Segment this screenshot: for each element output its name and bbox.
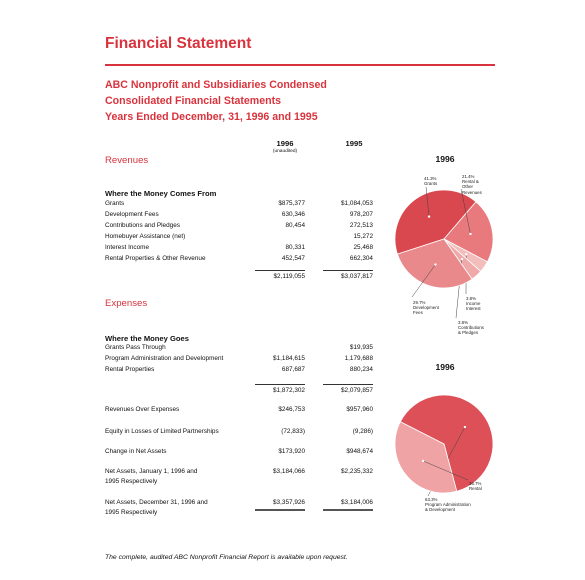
pie-slice-label: 63.3% Program Administration & Development bbox=[425, 497, 471, 513]
expense-row-1995: 880,234 bbox=[349, 366, 373, 373]
pie-slice-label: 21.4% Rental & Other Revenues bbox=[462, 174, 482, 195]
revenue-row-1995: 25,468 bbox=[353, 244, 373, 251]
revenue-row-1995: 978,207 bbox=[349, 211, 373, 218]
net-assets-dec-row-1995: $3,184,006 bbox=[323, 498, 373, 511]
revenue-row-label: Contributions and Pledges bbox=[105, 222, 180, 229]
revenue-row-label: Grants bbox=[105, 200, 125, 207]
revenues-total-1996: $2,119,055 bbox=[255, 270, 305, 282]
net-assets-jan-row-label-line2: 1995 Respectively bbox=[105, 478, 158, 485]
column-year-1996: 1996 bbox=[276, 139, 294, 148]
revenue-row-1996: $875,377 bbox=[278, 200, 305, 207]
pie-slice-label: 29.7% Development Fees bbox=[413, 300, 439, 316]
change-net-assets-row-1995: $948,674 bbox=[346, 448, 373, 455]
net-assets-dec-row-label-line2: 1995 Respectively bbox=[105, 509, 158, 516]
revenues-total-1995: $3,037,817 bbox=[323, 270, 373, 282]
expense-row-1995: $19,935 bbox=[349, 344, 373, 351]
change-net-assets-row-1996: $173,920 bbox=[278, 448, 305, 455]
pie-leader-dot bbox=[422, 460, 424, 462]
expense-row-label: Program Administration and Development bbox=[105, 355, 224, 362]
pie-expenses-title: 1996 bbox=[435, 362, 455, 372]
revenue-row-label: Development Fees bbox=[105, 211, 159, 218]
revenue-row-label: Interest Income bbox=[105, 244, 150, 251]
pie-slice-label: 3.8% Contributions & Pledges bbox=[458, 320, 484, 336]
pie-slice-label: 3.8% Income Interest bbox=[466, 296, 481, 312]
pie-revenues-title: 1996 bbox=[435, 154, 455, 164]
revenue-row-1995: 662,304 bbox=[349, 255, 373, 262]
change-net-assets-row-label: Change in Net Assets bbox=[105, 448, 167, 455]
expense-row-label: Rental Properties bbox=[105, 366, 155, 373]
revenues-over-expenses-row-1996: $246,753 bbox=[278, 406, 305, 413]
footer-note: The complete, audited ABC Nonprofit Financial Report is available upon request. bbox=[105, 554, 348, 561]
equity-losses-row-label: Equity in Losses of Limited Partnerships bbox=[105, 428, 219, 435]
expense-row-1996: $1,184,615 bbox=[273, 355, 305, 362]
pie-slice-label: 41.3% Grants bbox=[424, 176, 438, 187]
revenue-row-label: Rental Properties & Other Revenue bbox=[105, 255, 206, 262]
expense-row-label: Grants Pass Through bbox=[105, 344, 166, 351]
equity-losses-row-1995: (9,286) bbox=[352, 428, 373, 435]
revenue-row-1995: $1,084,053 bbox=[341, 200, 373, 207]
expenses-total-1996: $1,872,302 bbox=[255, 384, 305, 396]
revenues-over-expenses-row-label: Revenues Over Expenses bbox=[105, 406, 180, 413]
revenue-row-1995: 272,513 bbox=[349, 222, 373, 229]
pie-leader-dot bbox=[464, 426, 466, 428]
net-assets-dec-row-1996: $3,357,926 bbox=[255, 498, 305, 511]
revenue-row-1996: 452,547 bbox=[281, 255, 305, 262]
subtitle-line-2: Consolidated Financial Statements bbox=[105, 95, 282, 107]
expenses-heading: Expenses bbox=[105, 298, 148, 309]
subtitle-line-3: Years Ended December, 31, 1996 and 1995 bbox=[105, 111, 318, 123]
revenue-row-1995: 15,272 bbox=[353, 233, 373, 240]
column-note-unaudited: (unaudited) bbox=[272, 149, 298, 154]
expense-row-1996: 687,687 bbox=[281, 366, 305, 373]
revenue-row-1996: 80,331 bbox=[285, 244, 305, 251]
pie-slice-label: 36.7% Rental bbox=[469, 481, 482, 492]
page-title: Financial Statement bbox=[105, 35, 252, 52]
revenues-group-heading: Where the Money Comes From bbox=[105, 189, 217, 198]
subtitle-line-1: ABC Nonprofit and Subsidiaries Condensed bbox=[105, 79, 327, 91]
net-assets-jan-row-label-line1: Net Assets, January 1, 1996 and bbox=[105, 468, 198, 475]
revenue-row-label: Homebuyer Assistance (net) bbox=[105, 233, 186, 240]
revenues-heading: Revenues bbox=[105, 155, 149, 166]
revenues-over-expenses-row-1995: $957,960 bbox=[346, 406, 373, 413]
expenses-group-heading: Where the Money Goes bbox=[105, 334, 189, 343]
expenses-total-1995: $2,079,857 bbox=[323, 384, 373, 396]
net-assets-dec-row-label-line1: Net Assets, December 31, 1996 and bbox=[105, 499, 208, 506]
net-assets-jan-row-1995: $2,235,332 bbox=[341, 468, 373, 475]
column-header-1995: 1995 bbox=[345, 139, 363, 148]
expense-row-1995: 1,179,688 bbox=[344, 355, 373, 362]
equity-losses-row-1996: (72,833) bbox=[281, 428, 305, 435]
net-assets-jan-row-1996: $3,184,066 bbox=[273, 468, 305, 475]
revenue-row-1996: 80,454 bbox=[285, 222, 305, 229]
revenue-row-1996: 630,346 bbox=[281, 211, 305, 218]
